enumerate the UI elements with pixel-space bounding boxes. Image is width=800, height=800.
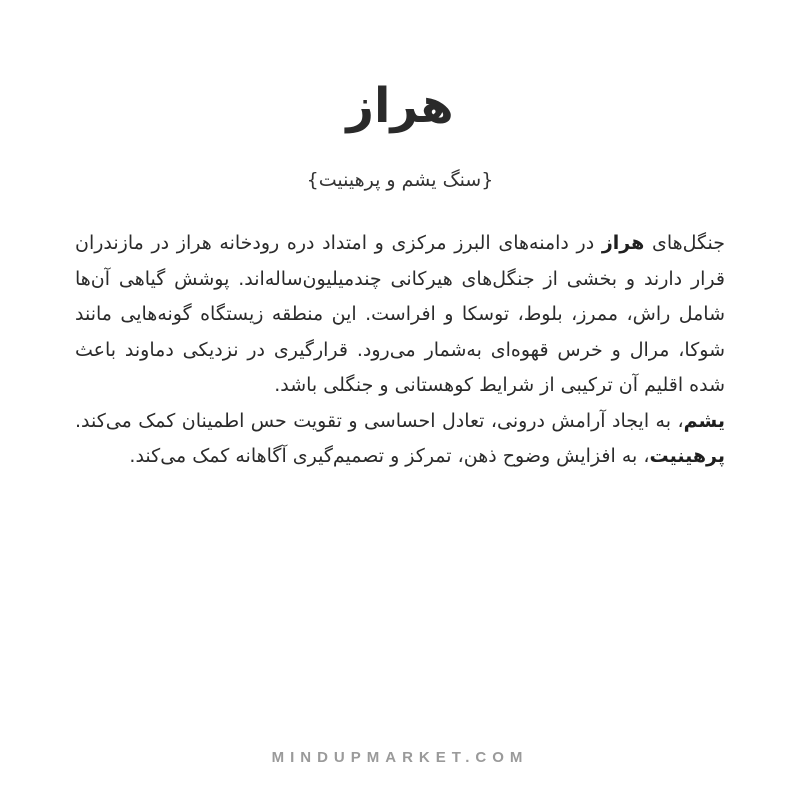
stone-jade-description: ، به ایجاد آرامش درونی، تعادل احساسی و تقویت حس اطمینان کمک می‌کند. xyxy=(75,409,684,432)
forest-intro: جنگل‌های xyxy=(651,232,726,254)
stone-jade-name: یشم xyxy=(683,409,725,432)
stone-prehnite-name: پرهینیت xyxy=(649,445,725,467)
stone-prehnite-description: ، به افزایش وضوح ذهن، تمرکز و تصمیم‌گیری آگاهانه کمک می‌کند. xyxy=(129,445,650,467)
description-text xyxy=(75,226,725,475)
forest-paragraph xyxy=(75,226,725,404)
forest-description: در دامنه‌های البرز مرکزی و امتداد دره رودخانه هراز در مازندران قرار دارند و بخشی از جنگل‌های هیرکانی چندمیلیون‌ساله‌اند. پوشش گیاهی آن‌ها شامل راش، ممرز، بلوط، توسکا و افراست. این منطقه زیستگاه گونه‌هایی مانند شوکا، مرال و خرس قهوه‌ای به‌شمار می‌رود. قرارگیری در نزدیکی دماوند باعث شده اقلیم آن ترکیبی از شرایط کوهستانی و جنگلی باشد. xyxy=(75,232,725,396)
forest-name: هراز xyxy=(601,232,645,254)
subtitle-stones: {سنگ یشم و پرهینیت} xyxy=(306,169,494,191)
footer-website: MINDUPMARKET.COM xyxy=(271,749,529,766)
page-title: هراز xyxy=(346,78,454,134)
stones-paragraph xyxy=(75,404,725,475)
